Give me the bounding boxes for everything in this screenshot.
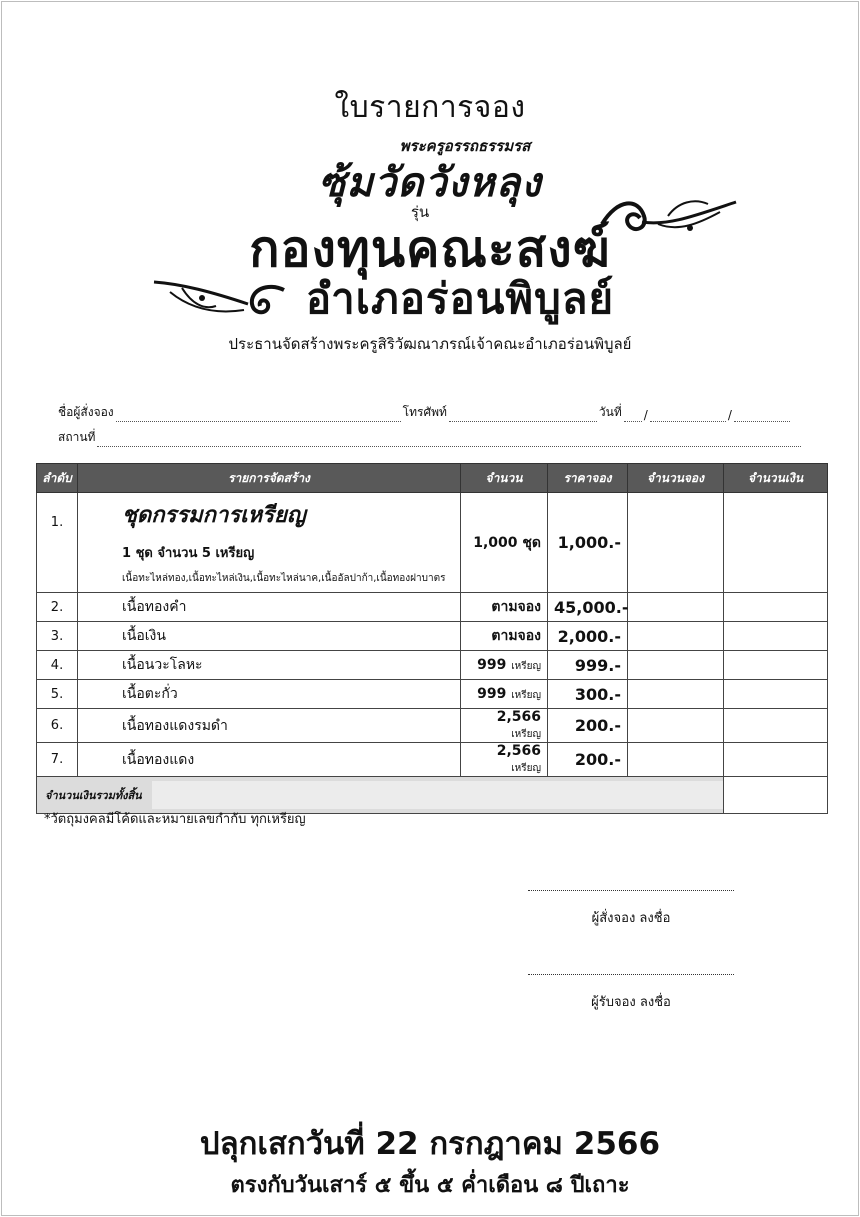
- qty-unit: เหรียญ: [511, 660, 541, 672]
- qty-value: ตามจอง: [491, 599, 541, 615]
- row-price: 45,000.-: [548, 593, 628, 622]
- orderer-name-label: ชื่อผู้สั่งจอง: [58, 405, 114, 419]
- row-price: 1,000.-: [548, 493, 628, 593]
- flourish-ornament-right: [598, 188, 740, 248]
- row-price: 999.-: [548, 651, 628, 680]
- row-number: 4.: [37, 651, 78, 680]
- row-number: 5.: [37, 680, 78, 709]
- set-item-subtitle: 1 ชุด จำนวน 5 เหรียญ: [122, 546, 255, 561]
- series-title-line2: อำเภอร่อนพิบูลย์: [305, 274, 615, 323]
- orderer-signature: [528, 889, 734, 928]
- row-quantity: [461, 593, 548, 622]
- orderer-info-line: [58, 403, 810, 422]
- column-header: ลำดับ: [37, 464, 78, 493]
- reserve-count-cell[interactable]: [628, 593, 724, 622]
- date-day-field[interactable]: [624, 409, 642, 422]
- row-number: 3.: [37, 622, 78, 651]
- qty-value: ตามจอง: [491, 628, 541, 644]
- lunar-date: ตรงกับวันเสาร์ ๕ ขึ้น ๕ ค่ำเดือน ๘ ปีเถาะ: [230, 1173, 630, 1198]
- amount-cell[interactable]: [724, 743, 828, 777]
- column-header: รายการจัดสร้าง: [78, 464, 461, 493]
- date-month-field[interactable]: [650, 409, 726, 422]
- date-separator: /: [643, 408, 648, 422]
- receiver-signature: [528, 973, 734, 1012]
- column-header: จำนวน: [461, 464, 548, 493]
- consecration-date: ปลุกเสกวันที่ 22 กรกฎาคม 2566: [199, 1126, 661, 1162]
- row-quantity: [461, 680, 548, 709]
- reserve-count-cell[interactable]: [628, 743, 724, 777]
- table-row: [37, 743, 828, 777]
- table-row: [37, 593, 828, 622]
- reserve-count-cell[interactable]: [628, 709, 724, 743]
- phone-field[interactable]: [449, 409, 597, 422]
- row-number: 2.: [37, 593, 78, 622]
- set-item-cell: [78, 493, 461, 593]
- row-price: 300.-: [548, 680, 628, 709]
- column-header: ราคาจอง: [548, 464, 628, 493]
- row-quantity: [461, 743, 548, 777]
- date-year-field[interactable]: [734, 409, 790, 422]
- row-number: 6.: [37, 709, 78, 743]
- row-quantity: 1,000 ชุด: [461, 493, 548, 593]
- row-price: 200.-: [548, 743, 628, 777]
- column-header: จำนวนเงิน: [724, 464, 828, 493]
- qty-value: 2,566: [496, 743, 541, 759]
- flourish-ornament-left: [152, 270, 292, 330]
- set-item-note: เนื้อทะไหล่ทอง,เนื้อทะไหล่เงิน,เนื้อทะไหล่นาค,เนื้ออัลปาก้า,เนื้อทองฝาบาตร: [122, 573, 446, 584]
- reserve-count-cell[interactable]: [628, 651, 724, 680]
- phone-label: โทรศัพท์: [402, 405, 447, 419]
- row-item-name: เนื้อตะกั่ว: [78, 680, 461, 709]
- row-item-name: เนื้อทองแดงรมดำ: [78, 709, 461, 743]
- amount-cell[interactable]: [724, 622, 828, 651]
- qty-value: 999: [477, 656, 507, 673]
- row-item-name: เนื้อทองคำ: [78, 593, 461, 622]
- serial-note: *วัตถุมงคลมีโค้ดและหมายเลขกำกับ ทุกเหรียญ: [44, 812, 306, 827]
- row-quantity: [461, 622, 548, 651]
- table-row: [37, 622, 828, 651]
- temple-name: ซุ้มวัดวังหลุง: [318, 159, 542, 206]
- reserve-count-cell[interactable]: [628, 680, 724, 709]
- orderer-name-field[interactable]: [116, 409, 401, 422]
- total-amount-cell[interactable]: [724, 777, 828, 814]
- receiver-signature-label: ผู้รับจอง ลงชื่อ: [591, 995, 671, 1010]
- row-price: 200.-: [548, 709, 628, 743]
- series-title-line1: กองทุนคณะสงฆ์: [249, 220, 611, 278]
- qty-unit: เหรียญ: [511, 689, 541, 701]
- place-info-line: [58, 428, 810, 447]
- qty-unit: เหรียญ: [511, 763, 541, 774]
- row-item-name: เนื้อทองแดง: [78, 743, 461, 777]
- row-number: 1.: [37, 493, 78, 593]
- orderer-signature-label: ผู้สั่งจอง ลงชื่อ: [591, 911, 671, 926]
- row-item-name: เนื้อเงิน: [78, 622, 461, 651]
- table-header-row: [37, 464, 828, 493]
- qty-value: 999: [477, 685, 507, 702]
- qty-value: 2,566: [496, 709, 541, 725]
- place-field[interactable]: [97, 434, 801, 447]
- table-row: [37, 493, 828, 593]
- qty-unit: เหรียญ: [511, 729, 541, 740]
- place-label: สถานที่: [58, 430, 96, 444]
- total-label: จำนวนเงินรวมทั้งสิ้น: [45, 789, 142, 802]
- date-separator: /: [727, 408, 732, 422]
- row-quantity: [461, 651, 548, 680]
- date-label: วันที่: [598, 405, 622, 419]
- amount-cell[interactable]: [724, 651, 828, 680]
- row-item-name: เนื้อนวะโลหะ: [78, 651, 461, 680]
- amount-cell[interactable]: [724, 709, 828, 743]
- chairman-line: ประธานจัดสร้างพระครูสิริวัฒณาภรณ์เจ้าคณะอำเภอร่อนพิบูลย์: [228, 335, 632, 353]
- reserve-count-cell[interactable]: [628, 493, 724, 593]
- total-text-box: [152, 781, 723, 809]
- receiver-signature-line[interactable]: [528, 973, 734, 975]
- set-item-title: ชุดกรรมการเหรียญ: [122, 502, 306, 528]
- row-number: 7.: [37, 743, 78, 777]
- edition-label: รุ่น: [410, 203, 430, 221]
- table-row: [37, 680, 828, 709]
- table-row: [37, 709, 828, 743]
- orderer-signature-line[interactable]: [528, 889, 734, 891]
- row-quantity: [461, 709, 548, 743]
- table-row: [37, 651, 828, 680]
- amount-cell[interactable]: [724, 680, 828, 709]
- amount-cell[interactable]: [724, 493, 828, 593]
- column-header: จำนวนจอง: [628, 464, 724, 493]
- row-price: 2,000.-: [548, 622, 628, 651]
- document-title: ใบรายการจอง: [334, 90, 526, 125]
- amount-cell[interactable]: [724, 593, 828, 622]
- monk-name: พระครูอรรถธรรมรส: [399, 137, 531, 155]
- order-table: [36, 463, 828, 814]
- reserve-count-cell[interactable]: [628, 622, 724, 651]
